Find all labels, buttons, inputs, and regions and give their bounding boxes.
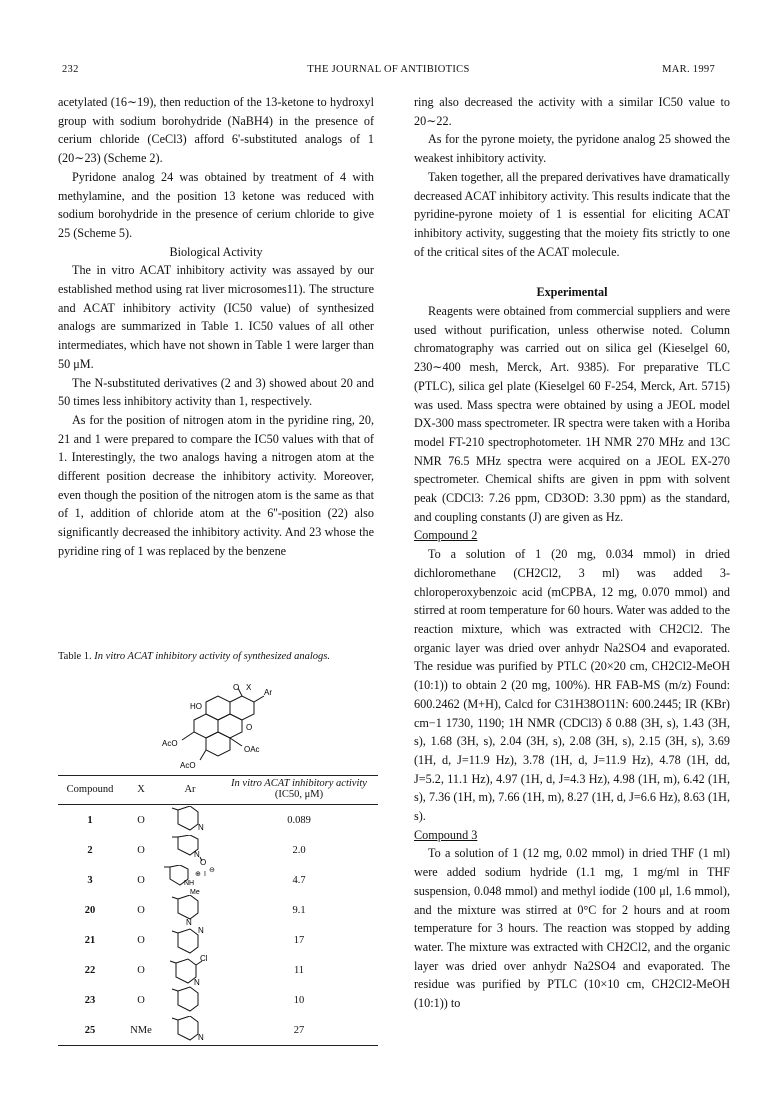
label-oac: OAc (244, 745, 260, 754)
ic50-value: 9.1 (292, 904, 306, 916)
paragraph: acetylated (16∼19), then reduction of the 13-ketone to hydroxyl group with sodium borohydride (NaBH4) in the presence of cerium chloride (CeCl3) afford 6'-substituted analogs of 1 (20∼23) (Scheme 2). (58, 95, 374, 166)
paragraph: To a solution of 1 (20 mg, 0.034 mmol) in dried dichloromethane (CH2Cl2, 3 ml) was added 3-chloroperoxybenzoic acid (mCPBA, 12 mg, 0.070 mmol) and stirred at room temperature for 60 hours. Water was added to the reaction mixture, which was extracted with CH2Cl2. The organic layer was dried over anhydr Na2SO4 and evaporated. The residue was purified by PTLC (20×20 cm, CH2Cl2-MeOH (10:1)) to obtain 2 (20 mg, 100%). HR FAB-MS (m/z) Found: 600.2462 (M+H), Calcd for C31H38O11N: 600.2445; IR (KBr) cm−1 1730, 1190; 1H NMR (CDCl3) δ 0.88 (3H, s), 1.43 (3H, s), 1.68 (3H, s), 2.04 (3H, s), 2.08 (3H, s), 2.15 (3H, s), 3.69 (1H, d, J=11.9 Hz), 3.78 (1H, d, J=11.9 Hz), 4.78 (1H, dd, J=5.2, 11.1 Hz), 4.97 (1H, d, J=4.3 Hz), 4.98 (1H, m), 6.42 (1H, s), 7.36 (1H, m), 7.66 (1H, m), 8.27 (1H, d, J=6.6 Hz), 8.63 (1H, s). (414, 547, 730, 824)
svg-text:⊖: ⊖ (209, 867, 215, 874)
subsection-title: Compound 3 (414, 827, 478, 842)
paragraph: ring also decreased the activity with a similar IC50 value to 20∼22. (414, 95, 730, 128)
compound-number: 23 (84, 994, 96, 1006)
aryl-structure (160, 1015, 220, 1046)
paragraph: As for the pyrone moiety, the pyridone analog 25 showed the weakest inhibitory activity. (414, 132, 730, 166)
paragraph: Reagents were obtained from commercial suppliers and were used without purification, unless otherwise noted. Column chromatography was carried out on silica gel (Kieselgel 60, 230∼400 mesh, Merck, Art. 9385). For preparative TLC (PTLC), silica gel plate (Kieselgel 60 F-254, Merck, Art. 5715) was used. Mass spectra were obtained by using a JEOL model DX-300 mass spectrometer. IR spectra were taken with a Horiba model FT-210 spectrophotometer. 1H NMR 270 MHz and 13C NMR 76.5 MHz spectra were acquired on a JEOL EX-270 spectrometer. Chemical shifts are given in ppm with solvent peak (CDCl3: 7.26 ppm, CD3OD: 3.30 ppm) as the standard, and coupling constants (J) are given as Hz. (414, 304, 730, 524)
table-row (58, 925, 378, 955)
label-o: O (233, 683, 240, 692)
x-substituent: O (137, 934, 145, 946)
svg-text:N: N (198, 926, 204, 935)
ic50-value: 11 (293, 964, 305, 976)
compound-number: 3 (87, 874, 93, 886)
table-row (58, 985, 378, 1015)
aryl-structure (160, 865, 220, 895)
aryl-structure (160, 805, 220, 836)
label-aco: AcO (180, 761, 196, 770)
compound-number: 20 (84, 904, 96, 916)
table-row (58, 1015, 378, 1046)
x-substituent: O (137, 844, 145, 856)
col-header-x: X (137, 783, 145, 795)
aryl-structure (160, 895, 220, 925)
x-substituent: O (137, 994, 145, 1006)
ic50-value: 27 (293, 1024, 305, 1036)
svg-text:O: O (200, 858, 207, 865)
x-substituent: O (137, 814, 145, 826)
ic50-value: 17 (293, 934, 305, 946)
paragraph: Taken together, all the prepared derivatives have dramatically decreased ACAT inhibitory activity. This results indicate that the pyridine-pyrone moiety of 1 is essential for eliciting ACAT inhibitory activity, suggesting that the moiety fits strictly to one of the critical sites of the ACAT molecule. (414, 169, 730, 259)
core-structure-diagram (160, 680, 290, 772)
svg-text:⊕: ⊕ (195, 871, 201, 878)
aryl-structure (160, 925, 220, 955)
x-substituent: NMe (130, 1024, 152, 1036)
table-row (58, 805, 378, 836)
activity-table (58, 775, 378, 1046)
table-caption-label: Table 1. (58, 651, 92, 662)
compound-number: 22 (84, 964, 96, 976)
subsection-title: Compound 2 (414, 528, 478, 543)
label-ar: Ar (264, 688, 272, 697)
paragraph: Pyridone analog 24 was obtained by treatment of 4 with methylamine, and the position 13 ketone was reduced with sodium borohydride in the presence of cerium chloride to give 25 (Scheme 5). (58, 169, 374, 240)
aryl-structure (160, 835, 220, 865)
x-substituent: O (137, 874, 145, 886)
label-aco: AcO (162, 739, 178, 748)
compound-number: 25 (84, 1024, 96, 1036)
label-ring-o: O (246, 723, 253, 732)
x-substituent: O (137, 964, 145, 976)
right-column (414, 93, 730, 1013)
aryl-structure (160, 985, 220, 1015)
section-title: Experimental (536, 285, 608, 300)
svg-text:Cl: Cl (200, 955, 208, 963)
issue-date: MAR. 1997 (662, 64, 715, 75)
svg-text:N: N (198, 823, 204, 832)
aryl-structure (160, 955, 220, 985)
table-caption (58, 651, 330, 662)
svg-text:NH: NH (184, 880, 195, 887)
table-header-row (58, 776, 378, 805)
svg-text:N: N (194, 978, 200, 985)
label-x: X (246, 683, 252, 692)
journal-title: THE JOURNAL OF ANTIBIOTICS (307, 64, 470, 75)
paragraph: To a solution of 1 (12 mg, 0.02 mmol) in dried THF (1 ml) were added sodium hydride (1.1 mg, 1 mg/ml in THF suspension, 0.048 mmol) and methyl iodide (100 μl, 1.6 mmol), and the mixture was stirred at 0°C for 2 hours and at room temperature for 3 hours. The reaction was stopped by adding water. The mixture was extracted with CH2Cl2, and the organic layer was dried over anhydr Na2SO4 and evaporated. The residue was purified by PTLC (10×10 cm, CH2Cl2-MeOH (10:1)) to (414, 846, 730, 1011)
ic50-value: 4.7 (292, 874, 306, 886)
svg-text:N: N (198, 1033, 204, 1042)
svg-text:Me: Me (190, 889, 200, 895)
compound-number: 21 (84, 934, 96, 946)
x-substituent: O (137, 904, 145, 916)
compound-number: 1 (87, 814, 93, 826)
section-title: Biological Activity (169, 244, 263, 259)
left-column (58, 93, 374, 561)
table-caption-text: In vitro ACAT inhibitory activity of synthesized analogs. (94, 651, 330, 662)
col-header-ar: Ar (184, 783, 196, 795)
paragraph: The N-substituted derivatives (2 and 3) showed about 20 and 50 times less inhibitory activity than 1, respectively. (58, 375, 374, 409)
col-header-activity: In vitro ACAT inhibitory activity (IC50, μM) (231, 778, 367, 800)
col-header-compound: Compound (66, 783, 114, 795)
table-row (58, 895, 378, 925)
table-row (58, 955, 378, 985)
table-row (58, 865, 378, 895)
running-header (62, 64, 715, 80)
svg-text:I: I (204, 871, 206, 878)
paragraph: As for the position of nitrogen atom in the pyridine ring, 20, 21 and 1 were prepared to compare the IC50 values with that of 1. Interestingly, the two analogs having a nitrogen atom at the different position decrease the inhibitory activity. Moreover, even though the position of the nitrogen atom is the same as that of 1, addition of chloride atom at the 6''-position (22) also significantly decreased the inhibitory activity. And 23 whose the pyridine ring of 1 was replaced by the benzene (58, 412, 374, 558)
ic50-value: 0.089 (287, 814, 311, 826)
paragraph: The in vitro ACAT inhibitory activity was assayed by our established method using rat liver microsomes11). The structure and ACAT inhibitory activity (IC50 value) of synthesized analogs are summarized in Table 1. IC50 values of all other intermediates, which have not shown in Table 1 were larger than 50 μM. (58, 263, 374, 371)
compound-number: 2 (87, 844, 93, 856)
table-row (58, 835, 378, 865)
label-ho: HO (190, 702, 202, 711)
page-number: 232 (62, 64, 79, 75)
ic50-value: 2.0 (292, 844, 306, 856)
svg-text:N: N (186, 918, 192, 925)
ic50-value: 10 (293, 994, 305, 1006)
svg-text:N: N (194, 850, 200, 859)
